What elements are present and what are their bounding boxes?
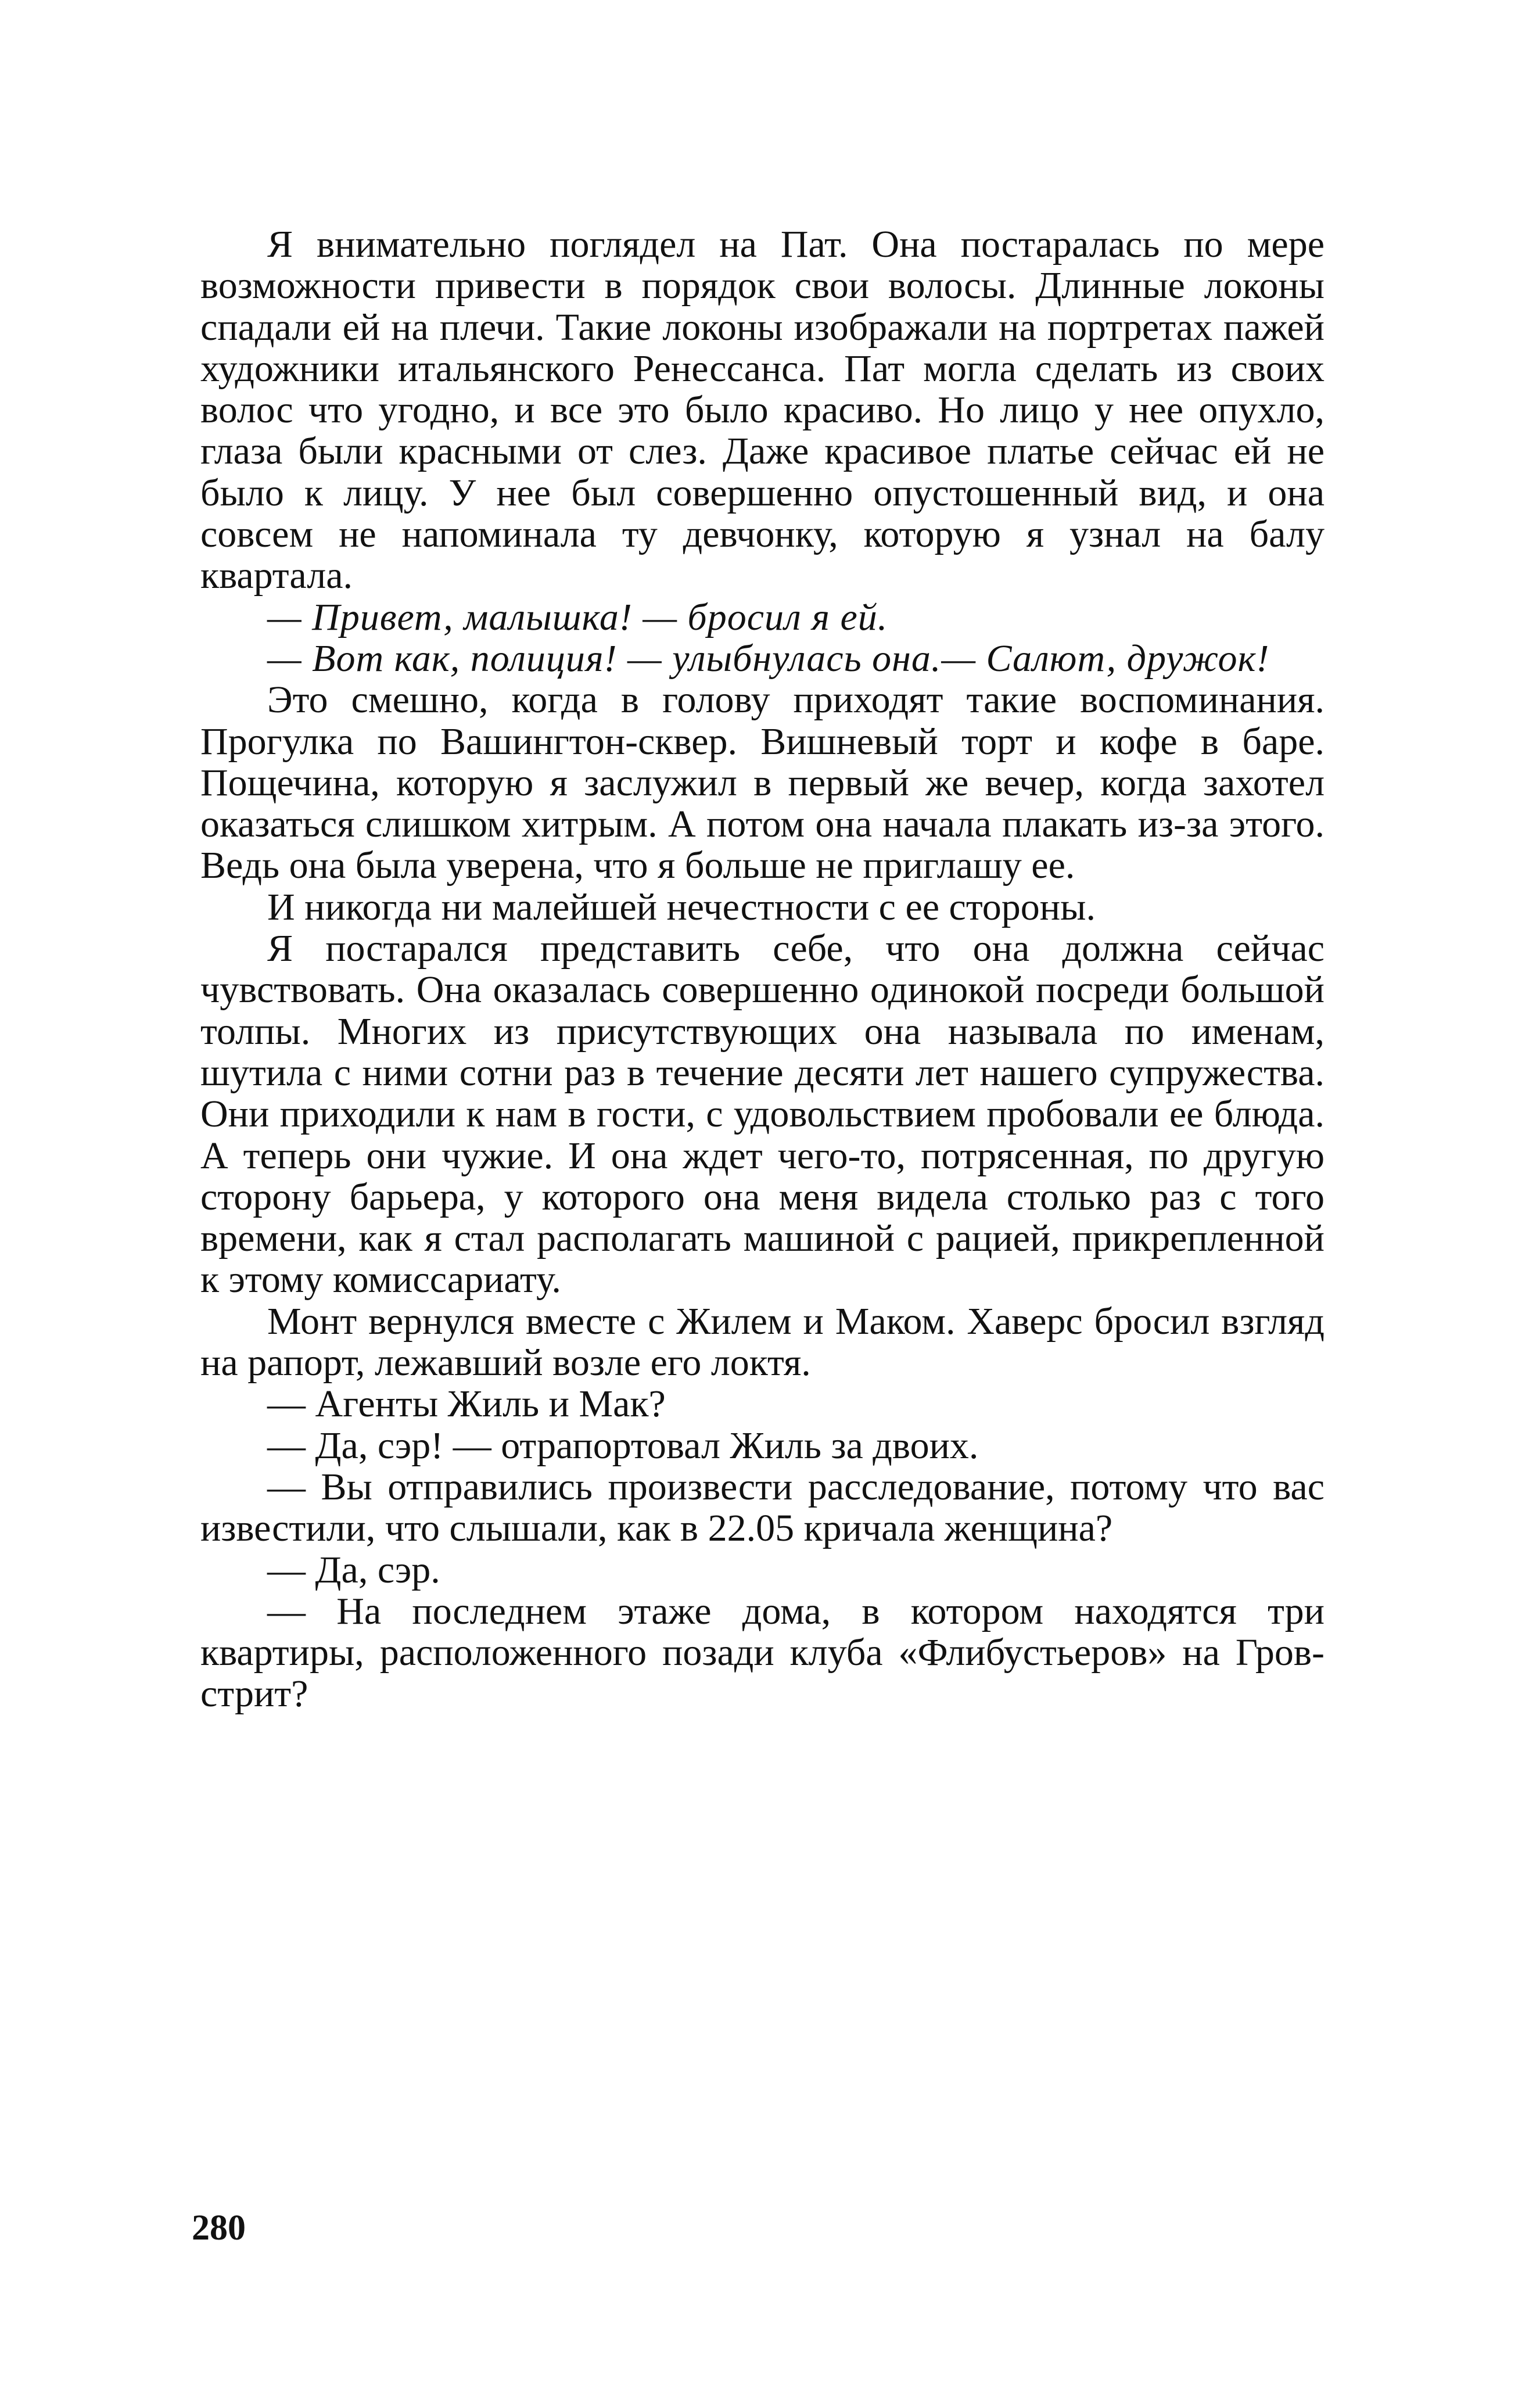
dialogue-line: — Да, сэр. [267, 1548, 440, 1591]
paragraph: И никогда ни малейшей нечестности с ее стороны. [267, 885, 1096, 928]
page-number: 280 [192, 2208, 246, 2248]
dialogue-line: — На последнем этаже дома, в котором находятся три квартиры, расположенного позади клуба «Флибустьеров» на Гров-стрит? [200, 1589, 1325, 1716]
paragraph: Это смешно, когда в голову приходят такие воспоминания. Прогулка по Вашингтон-сквер. Вишневый торт и кофе в баре. Пощечина, которую я заслужил в первый же вечер, когда захотел оказаться слишком хитрым. А потом она начала плакать из-за этого. Ведь она была уверена, что я больше не приглашу ее. [200, 679, 1325, 887]
dialogue-line: — Да, сэр! — отрапортовал Жиль за двоих. [267, 1424, 979, 1467]
paragraph: Монт вернулся вместе с Жилем и Маком. Хаверс бросил взгляд на рапорт, лежавший возле его локтя. [200, 1300, 1325, 1384]
dialogue-line: — Агенты Жиль и Мак? [267, 1383, 666, 1426]
paragraph: Я внимательно поглядел на Пат. Она постаралась по мере возможности привести в порядок свои волосы. Длинные локоны спадали ей на плечи. Такие локоны изображали на портретах пажей художники итальянского Ренессанса. Пат могла сделать из своих волос что угодно, и все это было красиво. Но лицо у нее опухло, глаза были красными от слез. Даже красивое платье сейчас ей не было к лицу. У нее был совершенно опустошенный вид, и она совсем не напоминала ту девчонку, которую я узнал на балу квартала. [200, 223, 1325, 597]
dialogue-line: — Вот как, полиция! — улыбнулась она.— Салют, дружок! [267, 637, 1270, 680]
body-text [200, 224, 1325, 1715]
paragraph: Я постарался представить себе, что она должна сейчас чувствовать. Она оказалась совершенно одинокой посреди большой толпы. Многих из присутствующих она называла по именам, шутила с ними сотни раз в течение десяти лет нашего супружества. Они приходили к нам в гости, с удовольствием пробовали ее блюда. А теперь они чужие. И она ждет чего-то, потрясенная, по другую сторону барьера, у которого она меня видела столько раз с того времени, как я стал располагать машиной с рацией, прикрепленной к этому комиссариату. [200, 927, 1325, 1301]
dialogue-line: — Вы отправились произвести расследование, потому что вас известили, что слышали, как в 22.05 кричала женщина? [200, 1465, 1325, 1550]
dialogue-line: — Привет, малышка! — бросил я ей. [267, 595, 888, 638]
